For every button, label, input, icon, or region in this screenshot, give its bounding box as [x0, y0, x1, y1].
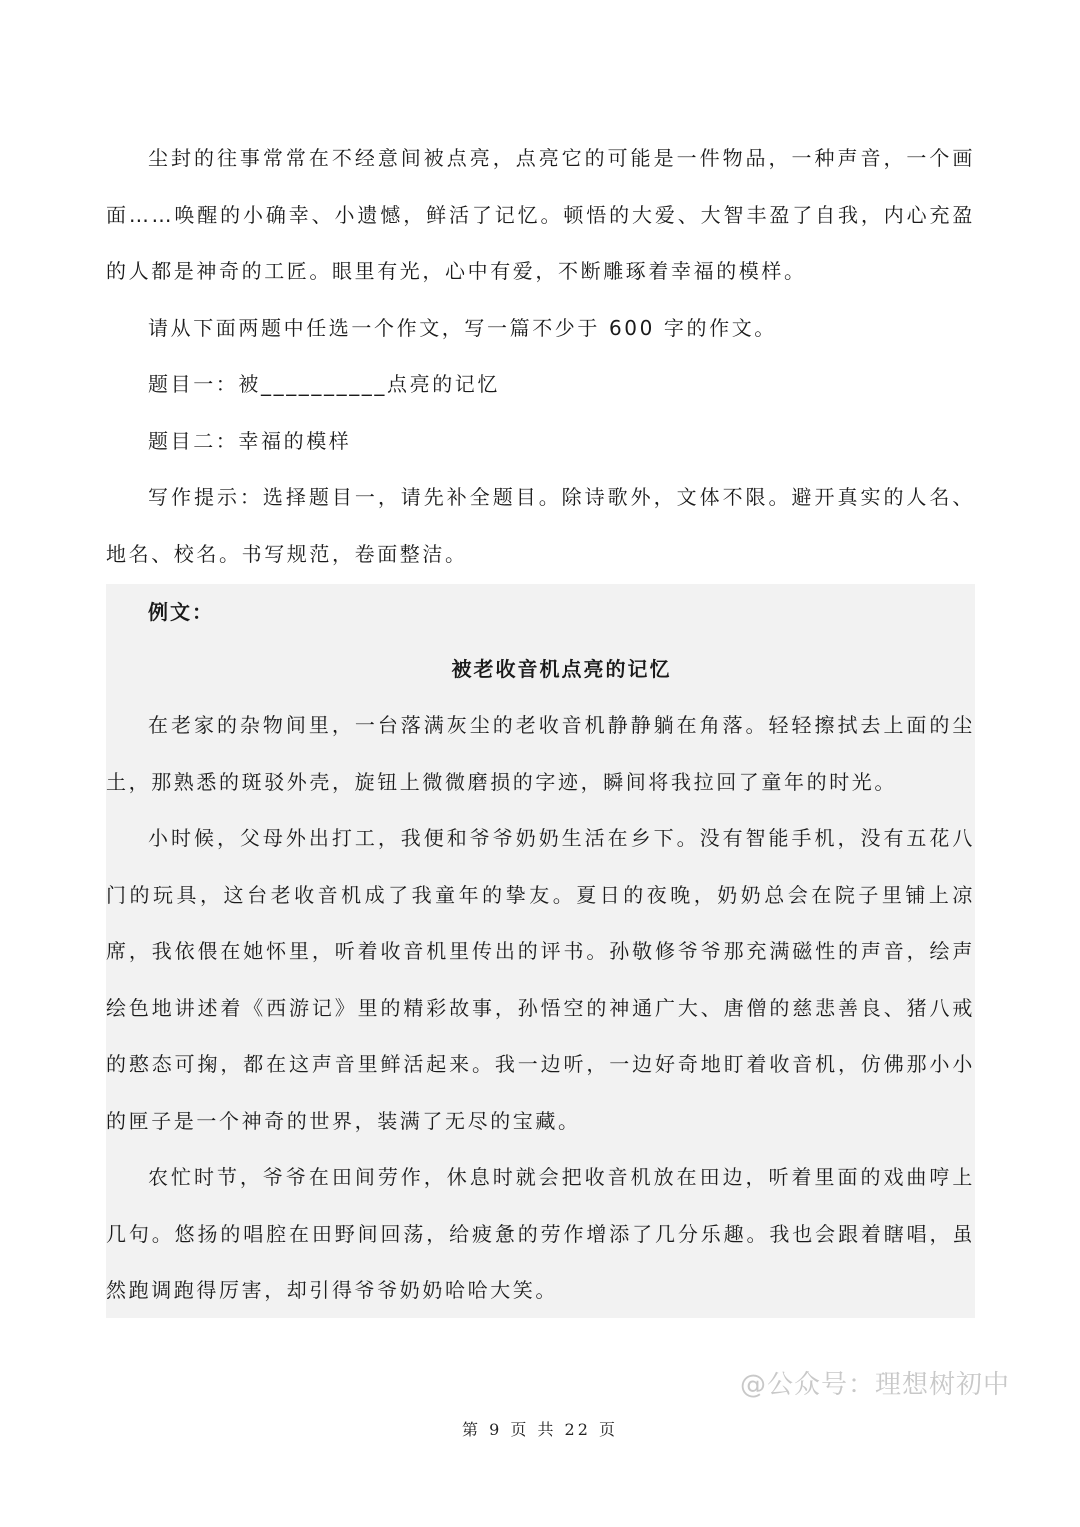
example-paragraph-1: 在老家的杂物间里，一台落满灰尘的老收音机静静躺在角落。轻轻擦拭去上面的尘土，那熟悉的斑驳外壳，旋钮上微微磨损的字迹，瞬间将我拉回了童年的时光。 [106, 713, 975, 794]
example-paragraph-3: 农忙时节，爷爷在田间劳作，休息时就会把收音机放在田边，听着里面的戏曲哼上几句。悠扬的唱腔在田野间回荡，给疲惫的劳作增添了几分乐趣。我也会跟着瞎唱，虽然跑调跑得厉害，却引得爷爷奶奶哈哈大笑。 [106, 1165, 975, 1302]
prompt-section [106, 130, 975, 582]
example-title: 被老收音机点亮的记忆 [451, 656, 672, 681]
writing-tips: 写作提示：选择题目一，请先补全题目。除诗歌外，文体不限。避开真实的人名、地名、校名。书写规范，卷面整洁。 [106, 485, 975, 566]
example-label: 例文： [148, 600, 214, 624]
example-essay-box [106, 584, 975, 1318]
page-number-footer: 第 9 页 共 22 页 [462, 1420, 618, 1439]
intro-paragraph: 尘封的往事常常在不经意间被点亮，点亮它的可能是一件物品，一种声音，一个画面……唤醒的小确幸、小遗憾，鲜活了记忆。顿悟的大爱、大智丰盈了自我，内心充盈的人都是神奇的工匠。眼里有光，心中有爱，不断雕琢着幸福的模样。 [106, 146, 975, 283]
topic-two: 题目二：幸福的模样 [148, 428, 352, 453]
instruction-text: 请从下面两题中任选一个作文，写一篇不少于 600 字的作文。 [148, 315, 777, 340]
example-paragraph-2: 小时候，父母外出打工，我便和爷爷奶奶生活在乡下。没有智能手机，没有五花八门的玩具，这台老收音机成了我童年的挚友。夏日的夜晚，奶奶总会在院子里铺上凉席，我依偎在她怀里，听着收音机里传出的评书。孙敬修爷爷那充满磁性的声音，绘声绘色地讲述着《西游记》里的精彩故事，孙悟空的神通广大、唐僧的慈悲善良、猪八戒的憨态可掬，都在这声音里鲜活起来。我一边听，一边好奇地盯着收音机，仿佛那小小的匣子是一个神奇的世界，装满了无尽的宝藏。 [106, 826, 975, 1133]
watermark: @公众号：理想树初中 [740, 1370, 1011, 1400]
topic-one: 题目一：被__________点亮的记忆 [148, 372, 500, 396]
